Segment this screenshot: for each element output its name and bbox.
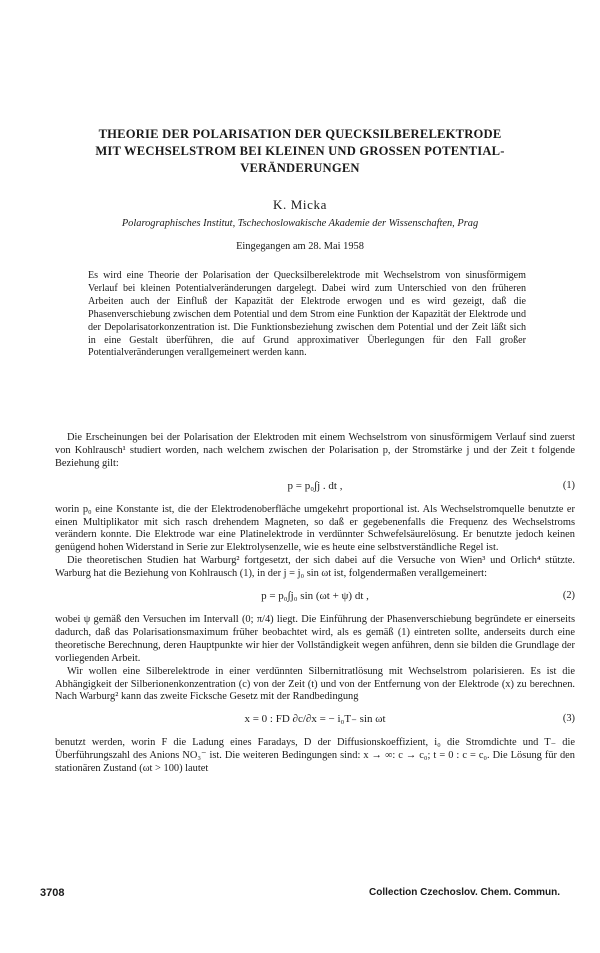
equation-3 — [55, 713, 575, 726]
received-date: Eingegangen am 28. Mai 1958 — [236, 241, 364, 252]
equation-3-number: (3) — [562, 713, 575, 725]
journal-name: Collection Czechoslov. Chem. Commun. — [369, 887, 560, 898]
equation-2-formula: p = p₀∫j₀ sin (ωt + ψ) dt , — [261, 590, 369, 603]
equation-1 — [55, 480, 575, 493]
author-name: K. Micka — [273, 197, 327, 212]
paragraph-silver-electrode: Wir wollen eine Silberelektrode in einer verdünnten Silbernitratlösung mit Wechselstrom polarisieren. Es ist die Abhängigkeit der Silberionenkonzentration (c) von der Zeit (t) und von der Entfernung von der Elektrode (x) zu berechnen. Nach Warburg² kann das zweite Ficksche Gesetz mit der Randbedingung — [55, 665, 575, 703]
paragraph-warburg: Die theoretischen Studien hat Warburg² fortgesetzt, der sich dabei auf die Versuche von Wien³ und Orlich⁴ stützte. Warburg hat die Beziehung von Kohlrausch (1), in der j = j₀ sin ωt ist, folgendermaßen verallgemeinert: — [55, 555, 575, 580]
equation-1-formula: p = p₀∫j . dt , — [287, 479, 343, 492]
article-title — [40, 126, 560, 177]
equation-2-number: (2) — [562, 590, 575, 602]
paragraph-intro: Die Erscheinungen bei der Polarisation der Elektroden mit einem Wechselstrom von sinusförmigem Verlauf sind zuerst von Kohlrausch¹ studiert worden, nach welchem zwischen der Polarisation p, der Stromstärke j und der Zeit t folgende Beziehung gilt: — [55, 432, 575, 469]
page-number: 3708 — [40, 887, 65, 899]
author-affiliation: Polarographisches Institut, Tschechoslowakische Akademie der Wissenschaften, Prag — [121, 218, 479, 229]
title-line-2: MIT WECHSELSTROM BEI KLEINEN UND GROSSEN POTENTIAL- — [95, 144, 505, 158]
title-line-1: THEORIE DER POLARISATION DER QUECKSILBERELEKTRODE — [98, 127, 502, 141]
abstract: Es wird eine Theorie der Polarisation der Quecksilberelektrode mit Wechselstrom von sinusförmigem Verlauf bei kleinen Potentialveränderungen dargelegt. Dabei wird zum Unterschied von den früheren Arbeiten auch der Einfluß der Kapazität der Elektrode erwogen und es wird gezeigt, daß die Phasenverschiebung zwischen dem Potential und dem Strom eine Funktion der Kapazität der Elektrode und der Depolarisatorkonzentration ist. Die Funktionsbeziehung zwischen dem Potential und der Zeit läßt sich in eine Gestalt überführen, die auf Grund approximativer Überlegungen für den Fall großer Potentialveränderungen verallgemeinert werden kann. — [88, 270, 526, 359]
title-line-3: VERÄNDERUNGEN — [240, 161, 360, 175]
equation-3-formula: x = 0 : FD ∂c/∂x = − i₀T₋ sin ωt — [244, 713, 386, 726]
paragraph-phase-shift: wobei ψ gemäß den Versuchen im Intervall (0; π/4) liegt. Die Einführung der Phasenverschiebung begründete er einerseits dadurch, daß das Polarisationsmaximum früher beobachtet wird, als es gemäß (1) eintreten sollte, anderseits durch eine theoretische Berechnung, deren Hauptpunkte wir hier der Vollständigkeit wegen anführen, denn sie bilden die Grundlage der vorliegenden Arbeit. — [55, 613, 575, 664]
paragraph-boundary-conditions: benutzt werden, worin F die Ladung eines Faradays, D der Diffusionskoeffizient, i₀ die Stromdichte und T₋ die Überführungszahl des Anions NO₃⁻ ist. Die weiteren Bedingungen sind: x → ∞: c → c₀; t = 0 : c = c₀. Die Lösung für den stationären Zustand (ωt > 100) lautet — [55, 737, 575, 775]
paragraph-kohlrausch: worin p₀ eine Konstante ist, die der Elektrodenoberfläche umgekehrt proportional ist. Als Wechselstromquelle benutzte er einen Multiplikator mit sich rasch drehendem Magneten, so daß er gegebenenfalls die Frequenz des Wechselstroms verändern konnte. Die Elektrode war eine Platinelektrode in verdünnter Schwefelsäurelösung. Er benutzte jedoch keinen genügend hohen Widerstand in Serie zur Elektrolysenzelle, wie es heute eine selbstverständliche Regel ist. — [55, 503, 575, 554]
equation-1-number: (1) — [562, 479, 575, 491]
article-body — [55, 432, 575, 776]
equation-2 — [55, 590, 575, 603]
